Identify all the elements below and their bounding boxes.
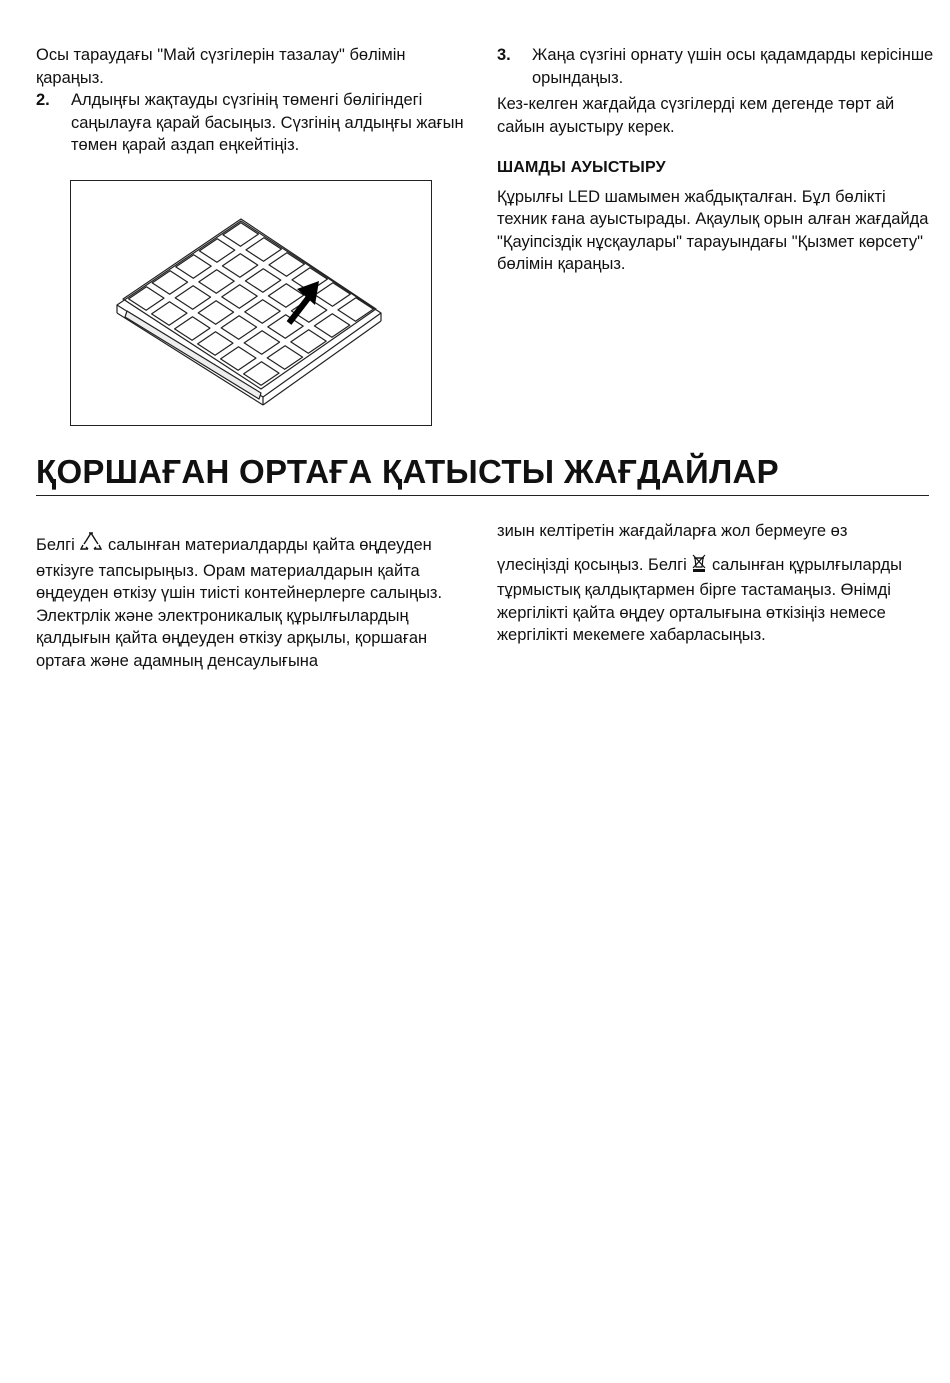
- filter-figure: [70, 180, 432, 426]
- lamp-section-heading: ШАМДЫ АУЫСТЫРУ: [497, 159, 666, 176]
- intro-paragraph: Осы тараудағы "Май сүзгілерін тазалау" бөлімін қараңыз.: [36, 46, 406, 87]
- left-column-bottom: [36, 531, 476, 672]
- left-column-top: [36, 44, 476, 157]
- environment-right-rest: салынған құрылғыларды тұрмыстық қалдықтармен бірге тастамаңыз. Өнімді жергілікті қайта өңдеу орталығына өткізіңіз немесе жергілікті мекемеге хабарласыңыз.: [497, 555, 903, 644]
- environment-section-title: ҚОРШАҒАН ОРТАҒА ҚАТЫСТЫ ЖАҒДАЙЛАР: [36, 453, 779, 490]
- right-column-bottom: [497, 520, 937, 647]
- environment-left-rest: салынған материалдарды қайта өңдеуден өткізуге тапсырыңыз. Орам материалдарын қайта өңдеуден өткізу үшін тиісті контейнерлерге салыңыз. Электрлік және электроникалық құрылғылардың қалдығын қайта өңдеуден өткізу арқылы, қоршаған ортаға және адамның денсаулығына: [36, 536, 443, 670]
- environment-paragraph-right: [497, 553, 937, 647]
- crossed-bin-icon: [691, 553, 707, 580]
- step-2-number: 2.: [36, 91, 50, 109]
- grease-filter-illustration: [71, 181, 431, 425]
- step-2: [36, 89, 476, 157]
- filter-replacement-note: Кез-келген жағдайда сүзгілерді кем дегенде төрт ай сайын ауыстыру керек.: [497, 95, 895, 136]
- step-3: [497, 44, 937, 89]
- step-3-text: Жаңа сүзгіні орнату үшін осы қадамдарды керісінше орындаңыз.: [532, 46, 934, 87]
- environment-paragraph-left: [36, 531, 476, 672]
- environment-left-prefix: Белгі: [36, 536, 75, 554]
- environment-right-line1: зиын келтіретін жағдайларға жол бермеуге өз: [497, 522, 848, 540]
- right-column-top: [497, 44, 937, 276]
- environment-right-prefix: үлесіңізді қосыңыз. Белгі: [497, 555, 687, 574]
- section-divider: [36, 495, 929, 496]
- step-2-text: Алдыңғы жақтауды сүзгінің төменгі бөлігіндегі саңылауға қарай басыңыз. Сүзгінің алдыңғы жағын төмен қарай аздап еңкейтіңіз.: [71, 91, 464, 154]
- recycle-icon: [79, 531, 103, 560]
- lamp-paragraph: Құрылғы LED шамымен жабдықталған. Бұл бөлікті техник ғана ауыстырады. Ақаулық орын алған жағдайда "Қауіпсіздік нұсқаулары" тарауындағы "Қызмет көрсету" бөлімін қараңыз.: [497, 187, 929, 273]
- step-3-number: 3.: [497, 46, 511, 64]
